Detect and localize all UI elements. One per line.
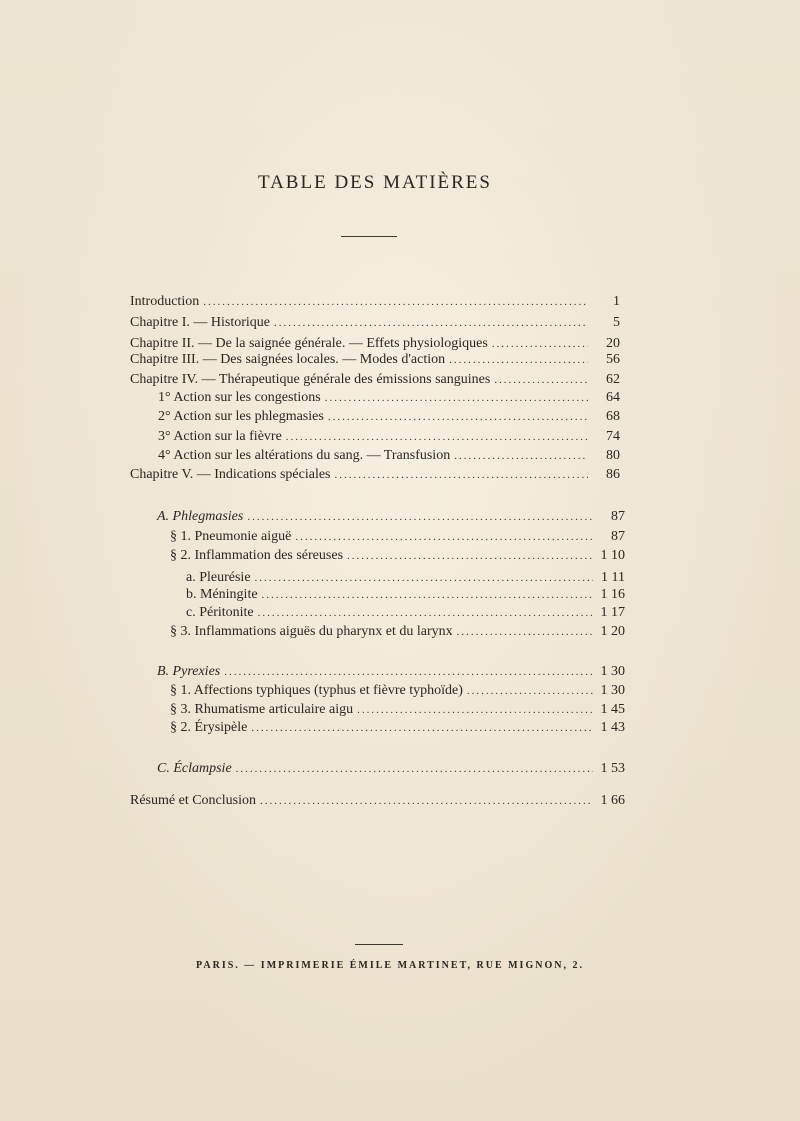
toc-label: 4° Action sur les altérations du sang. — Transfusion <box>158 448 451 463</box>
leader-dots <box>467 682 593 700</box>
toc-label: 1° Action sur les congestions <box>158 390 321 405</box>
toc-entry-chapitre-3 <box>130 351 620 369</box>
toc-label: § 3. Inflammations aiguës du pharynx et du larynx <box>170 624 453 639</box>
leader-dots <box>203 293 588 311</box>
toc-page: 86 <box>606 467 620 482</box>
toc-label: Chapitre II. — De la saignée générale. — Effets physiologiques <box>130 336 488 351</box>
toc-page: 1 10 <box>600 548 625 563</box>
toc-label: Chapitre V. — Indications spéciales <box>130 467 331 482</box>
toc-page: 1 20 <box>600 624 625 639</box>
toc-page: 1 66 <box>600 793 625 808</box>
toc-page: 1 30 <box>600 683 625 698</box>
leader-dots <box>262 586 593 604</box>
toc-page: 80 <box>606 448 620 463</box>
leader-dots <box>449 351 588 369</box>
toc-entry-chapitre-4 <box>130 371 620 389</box>
toc-label: Chapitre III. — Des saignées locales. — Modes d'action <box>130 352 446 367</box>
leader-dots <box>236 760 593 778</box>
toc-label: 3° Action sur la fièvre <box>158 429 282 444</box>
toc-entry-pleuresie <box>186 569 625 587</box>
leader-dots <box>494 371 588 389</box>
toc-entry-sereuses <box>170 547 625 565</box>
leader-dots <box>286 428 588 446</box>
toc-label: C. Éclampsie <box>157 761 232 776</box>
leader-dots <box>251 719 593 737</box>
toc-page: 5 <box>613 315 620 330</box>
toc-entry-chapitre-1 <box>130 314 620 332</box>
toc-label: § 3. Rhumatisme articulaire aigu <box>170 702 354 717</box>
toc-entry-resume <box>130 792 625 810</box>
toc-page: 56 <box>606 352 620 367</box>
leader-dots <box>457 623 593 641</box>
toc-page: 1 45 <box>600 702 625 717</box>
leader-dots <box>325 389 588 407</box>
toc-entry-pyrexies <box>157 663 625 681</box>
leader-dots <box>347 547 593 565</box>
toc-label: A. Phlegmasies <box>157 509 244 524</box>
toc-entry-action-congestions <box>158 389 620 407</box>
toc-page: 1 43 <box>600 720 625 735</box>
toc-page: 1 17 <box>600 605 625 620</box>
toc-entry-action-fievre <box>158 428 620 446</box>
toc-entry-pneumonie <box>170 528 625 546</box>
leader-dots <box>224 663 593 681</box>
toc-page: 87 <box>611 529 625 544</box>
toc-label: § 1. Pneumonie aiguë <box>170 529 292 544</box>
toc-entry-introduction <box>130 293 620 311</box>
toc-entry-meningite <box>186 586 625 604</box>
leader-dots <box>247 508 593 526</box>
toc-entry-peritonite <box>186 604 625 622</box>
toc-label: c. Péritonite <box>186 605 254 620</box>
leader-dots <box>335 466 589 484</box>
toc-label: Chapitre I. — Historique <box>130 315 270 330</box>
toc-page: 1 <box>613 294 620 309</box>
leader-dots <box>328 408 588 426</box>
printer-imprint: PARIS. — IMPRIMERIE ÉMILE MARTINET, RUE MIGNON, 2. <box>196 960 584 971</box>
toc-entry-pharynx-larynx <box>170 623 625 641</box>
page-title: TABLE DES MATIÈRES <box>258 172 492 193</box>
footer-divider <box>355 944 403 945</box>
toc-label: Introduction <box>130 294 200 309</box>
toc-entry-action-phlegmasies <box>158 408 620 426</box>
toc-entry-erysipele <box>170 719 625 737</box>
toc-page: 1 11 <box>601 570 625 585</box>
leader-dots <box>260 792 593 810</box>
leader-dots <box>274 314 588 332</box>
toc-page: 1 53 <box>600 761 625 776</box>
leader-dots <box>258 604 593 622</box>
leader-dots <box>295 528 593 546</box>
toc-label: § 2. Érysipèle <box>170 720 248 735</box>
toc-page: 1 16 <box>600 587 625 602</box>
toc-entry-rhumatisme <box>170 701 625 719</box>
toc-label: Chapitre IV. — Thérapeutique générale des émissions sanguines <box>130 372 491 387</box>
toc-label: a. Pleurésie <box>186 570 251 585</box>
leader-dots <box>255 569 593 587</box>
toc-label: § 2. Inflammation des séreuses <box>170 548 344 563</box>
toc-label: b. Méningite <box>186 587 258 602</box>
toc-entry-eclampsie <box>157 760 625 778</box>
toc-label: § 1. Affections typhiques (typhus et fièvre typhoïde) <box>170 683 463 698</box>
toc-label: Résumé et Conclusion <box>130 793 256 808</box>
toc-entry-phlegmasies <box>157 508 625 526</box>
toc-page: 68 <box>606 409 620 424</box>
toc-page: 62 <box>606 372 620 387</box>
toc-page: 1 30 <box>600 664 625 679</box>
toc-page: 74 <box>606 429 620 444</box>
toc-page: 20 <box>606 336 620 351</box>
toc-label: 2° Action sur les phlegmasies <box>158 409 324 424</box>
leader-dots <box>357 701 593 719</box>
title-divider <box>341 236 397 237</box>
toc-page: 87 <box>611 509 625 524</box>
toc-label: B. Pyrexies <box>157 664 221 679</box>
toc-entry-chapitre-5 <box>130 466 620 484</box>
toc-entry-action-sang <box>158 447 620 465</box>
leader-dots <box>454 447 588 465</box>
toc-page: 64 <box>606 390 620 405</box>
toc-entry-typhiques <box>170 682 625 700</box>
